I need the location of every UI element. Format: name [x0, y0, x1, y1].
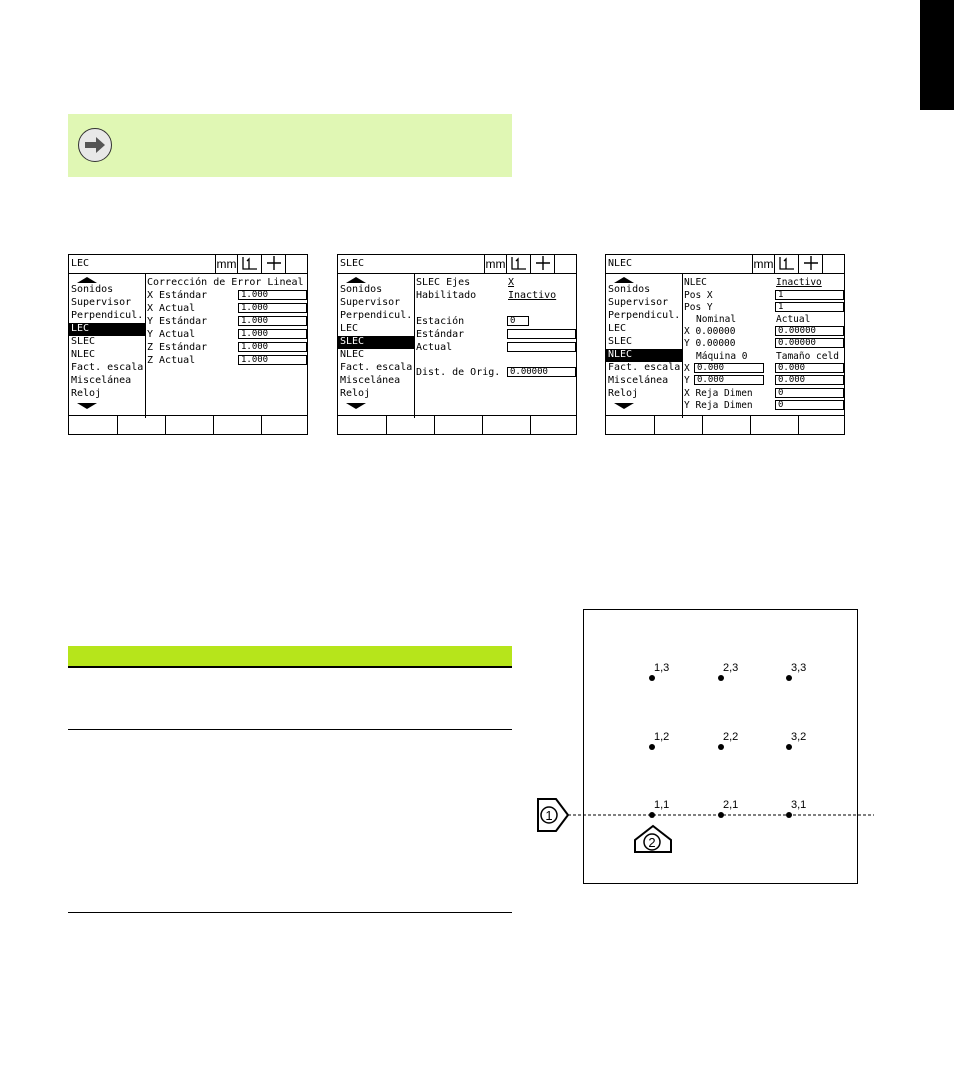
menu-item[interactable]: Fact. escala	[71, 362, 144, 373]
menu-item[interactable]: Sonidos	[340, 284, 383, 295]
unit-button[interactable]: mm	[753, 257, 774, 271]
slec-origin-label: Dist. de Orig.	[416, 367, 501, 378]
slec-standard-label: Estándar	[416, 329, 465, 340]
nlec-posx-label: Pos X	[684, 290, 713, 301]
nlec-cell-label: Tamaño celd	[776, 351, 839, 362]
menu-item[interactable]: Reloj	[340, 388, 371, 399]
nlec-nominal-label: Nominal	[696, 314, 737, 325]
nlec-mx-prefix: X	[684, 363, 690, 374]
menu-item[interactable]: Miscelánea	[340, 375, 401, 386]
lec-row-label: X Actual	[147, 303, 196, 314]
menu-item[interactable]: Supervisor	[608, 297, 669, 308]
menu-item[interactable]: NLEC	[71, 349, 96, 360]
marker-2-label: 2	[648, 835, 656, 850]
nlec-machine-x-field[interactable]: 0.000	[694, 363, 764, 373]
lec-row-field[interactable]: 1.000	[238, 316, 307, 326]
menu-item[interactable]: Reloj	[71, 388, 102, 399]
menu-item[interactable]: Perpendicul.	[340, 310, 413, 321]
menu-item[interactable]: SLEC	[338, 336, 414, 349]
lec-row-label: X Estándar	[147, 290, 208, 301]
slec-axes-label: SLEC Ejes	[416, 277, 471, 288]
lec-row-field[interactable]: 1.000	[238, 290, 307, 300]
menu-item[interactable]: LEC	[69, 323, 145, 336]
grid-point-label: 3,2	[791, 731, 807, 743]
nlec-y-nominal: Y 0.00000	[684, 338, 736, 349]
slec-station-label: Estación	[416, 316, 465, 327]
nlec-cell-y-field[interactable]: 0.000	[775, 375, 844, 385]
lec-row-field[interactable]: 1.000	[238, 303, 307, 313]
nlec-grid-x-field[interactable]: 0	[775, 388, 844, 398]
menu-item[interactable]: SLEC	[608, 336, 633, 347]
nlec-posx-field[interactable]: 1	[775, 290, 844, 300]
screen-title: SLEC	[340, 258, 365, 269]
menu-item[interactable]: LEC	[608, 323, 627, 334]
grid-point-label: 3,1	[791, 799, 807, 811]
slec-origin-field[interactable]: 0.00000	[507, 367, 576, 377]
nlec-posy-label: Pos Y	[684, 302, 713, 313]
nlec-my-prefix: Y	[684, 375, 690, 386]
grid-point-label: 2,3	[723, 662, 739, 674]
nlec-actual-label: Actual	[776, 314, 811, 325]
grid-point-label: 1,1	[654, 799, 670, 811]
menu-item[interactable]: SLEC	[71, 336, 96, 347]
menu-item[interactable]: Sonidos	[71, 284, 114, 295]
screen-title: LEC	[71, 258, 90, 269]
menu-item[interactable]: Sonidos	[608, 284, 651, 295]
menu-item[interactable]: LEC	[340, 323, 359, 334]
nlec-machine-label: Máquina 0	[696, 351, 748, 362]
nlec-value[interactable]: Inactivo	[776, 277, 822, 288]
menu-item[interactable]: Perpendicul.	[608, 310, 681, 321]
nlec-posy-field[interactable]: 1	[775, 302, 844, 312]
slec-enabled-value[interactable]: Inactivo	[508, 290, 557, 301]
menu-item[interactable]: Supervisor	[71, 297, 132, 308]
unit-button[interactable]: mm	[485, 257, 506, 271]
lec-heading: Corrección de Error Lineal	[147, 277, 304, 288]
lec-row-label: Y Actual	[147, 329, 196, 340]
menu-item[interactable]: Fact. escala	[340, 362, 413, 373]
screen-title: NLEC	[608, 258, 633, 269]
grid-point-label: 2,2	[723, 731, 739, 743]
menu-item[interactable]: Supervisor	[340, 297, 401, 308]
lec-row-label: Z Actual	[147, 355, 196, 366]
grid-point-label: 1,2	[654, 731, 670, 743]
grid-point-label: 2,1	[723, 799, 739, 811]
nlec-grid-x-label: X Reja Dimen	[684, 388, 753, 399]
lec-row-field[interactable]: 1.000	[238, 342, 307, 352]
menu-item[interactable]: Miscelánea	[71, 375, 132, 386]
nlec-x-nominal: X 0.00000	[684, 326, 736, 337]
lec-row-label: Y Estándar	[147, 316, 208, 327]
nlec-y-actual-field[interactable]: 0.00000	[775, 338, 844, 348]
slec-enabled-label: Habilitado	[416, 290, 477, 301]
slec-actual-label: Actual	[416, 342, 453, 353]
nlec-grid-y-label: Y Reja Dimen	[684, 400, 753, 411]
lec-row-label: Z Estándar	[147, 342, 208, 353]
menu-item[interactable]: NLEC	[340, 349, 365, 360]
menu-item[interactable]: Perpendicul.	[71, 310, 144, 321]
menu-item[interactable]: Reloj	[608, 388, 639, 399]
nlec-grid-y-field[interactable]: 0	[775, 400, 844, 410]
lec-row-field[interactable]: 1.000	[238, 355, 307, 365]
lec-row-field[interactable]: 1.000	[238, 329, 307, 339]
nlec-cell-x-field[interactable]: 0.000	[775, 363, 844, 373]
slec-station-field[interactable]: 0	[507, 316, 529, 326]
marker-1-label: 1	[545, 808, 553, 823]
menu-item[interactable]: NLEC	[606, 349, 682, 362]
nlec-label: NLEC	[684, 277, 707, 288]
menu-item[interactable]: Miscelánea	[608, 375, 669, 386]
grid-point-label: 3,3	[791, 662, 807, 674]
nlec-machine-y-field[interactable]: 0.000	[694, 375, 764, 385]
unit-button[interactable]: mm	[216, 257, 237, 271]
nlec-x-actual-field[interactable]: 0.00000	[775, 326, 844, 336]
grid-point-label: 1,3	[654, 662, 670, 674]
slec-axes-value[interactable]: X	[508, 277, 515, 288]
menu-item[interactable]: Fact. escala	[608, 362, 681, 373]
